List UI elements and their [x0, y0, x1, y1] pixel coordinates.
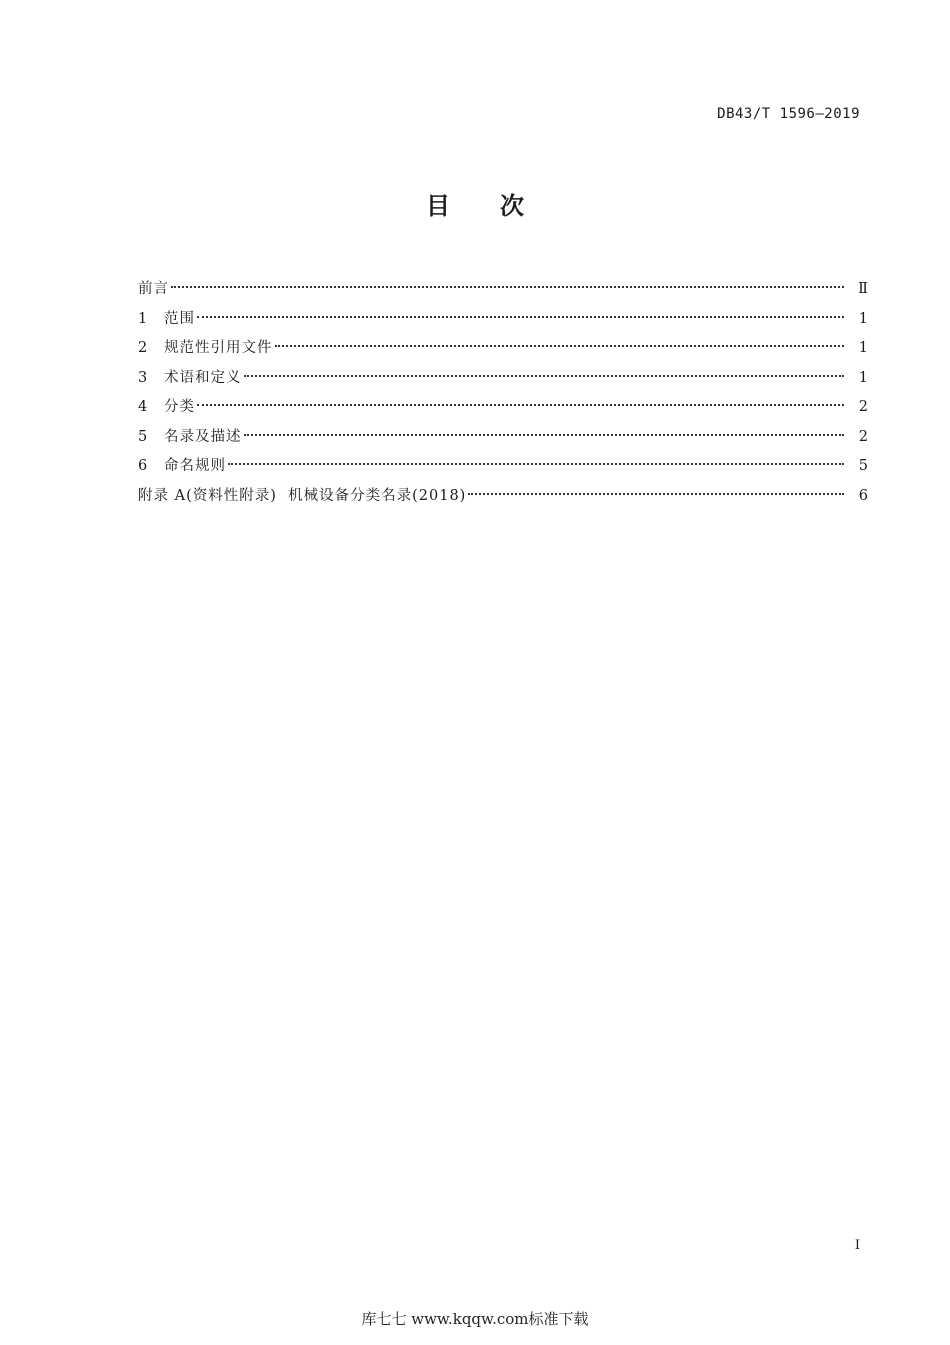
toc-entry-page: 1 — [858, 310, 868, 327]
toc-entry-foreword[interactable] — [138, 273, 868, 303]
toc-entry-page: 2 — [858, 428, 868, 445]
toc-entry-page: 1 — [858, 369, 868, 386]
toc-entry-number: 4 — [138, 399, 148, 415]
toc-leader-dots — [244, 362, 845, 382]
toc-entry-number: 2 — [138, 340, 148, 356]
toc-leader-dots — [171, 273, 844, 293]
toc-entry-page: 1 — [858, 340, 868, 356]
toc-entry-scope[interactable] — [138, 303, 868, 333]
toc-entry-classification[interactable] — [138, 391, 868, 421]
toc-title: 目次 — [426, 192, 574, 220]
toc-entry-label: 分类 — [164, 399, 195, 415]
toc-list — [138, 273, 868, 509]
document-code: DB43/T 1596—2019 — [717, 106, 860, 122]
toc-leader-dots — [197, 303, 844, 323]
toc-entry-normative-references[interactable] — [138, 332, 868, 362]
toc-leader-dots — [244, 421, 845, 441]
toc-entry-page: 6 — [858, 487, 868, 504]
toc-entry-number: 6 — [138, 458, 148, 474]
toc-entry-catalog-description[interactable] — [138, 421, 868, 451]
toc-leader-dots — [228, 450, 844, 470]
toc-entry-page: 5 — [858, 458, 868, 474]
toc-entry-label: 命名规则 — [164, 458, 226, 474]
toc-entry-number: 5 — [138, 428, 148, 445]
toc-entry-label: 术语和定义 — [164, 369, 242, 386]
toc-entry-label: 规范性引用文件 — [164, 340, 273, 356]
toc-leader-dots — [468, 480, 844, 500]
footer-watermark: 库七七 www.kqqw.com标准下载 — [361, 1310, 589, 1328]
toc-entry-appendix-a[interactable] — [138, 480, 868, 510]
toc-entry-number: 3 — [138, 369, 148, 386]
toc-entry-label: 名录及描述 — [164, 428, 242, 445]
toc-entry-label: 范围 — [164, 310, 195, 327]
toc-entry-naming-rules[interactable] — [138, 450, 868, 480]
toc-entry-terms-definitions[interactable] — [138, 362, 868, 392]
toc-entry-page: 2 — [858, 399, 868, 415]
toc-entry-label: 附录 A(资料性附录) 机械设备分类名录(2018) — [138, 487, 467, 504]
toc-entry-page: Ⅱ — [858, 281, 868, 297]
toc-entry-number: 1 — [138, 310, 148, 327]
toc-leader-dots — [197, 391, 844, 411]
toc-leader-dots — [275, 332, 845, 352]
page-number: I — [854, 1238, 860, 1253]
toc-entry-label: 前言 — [138, 281, 169, 297]
